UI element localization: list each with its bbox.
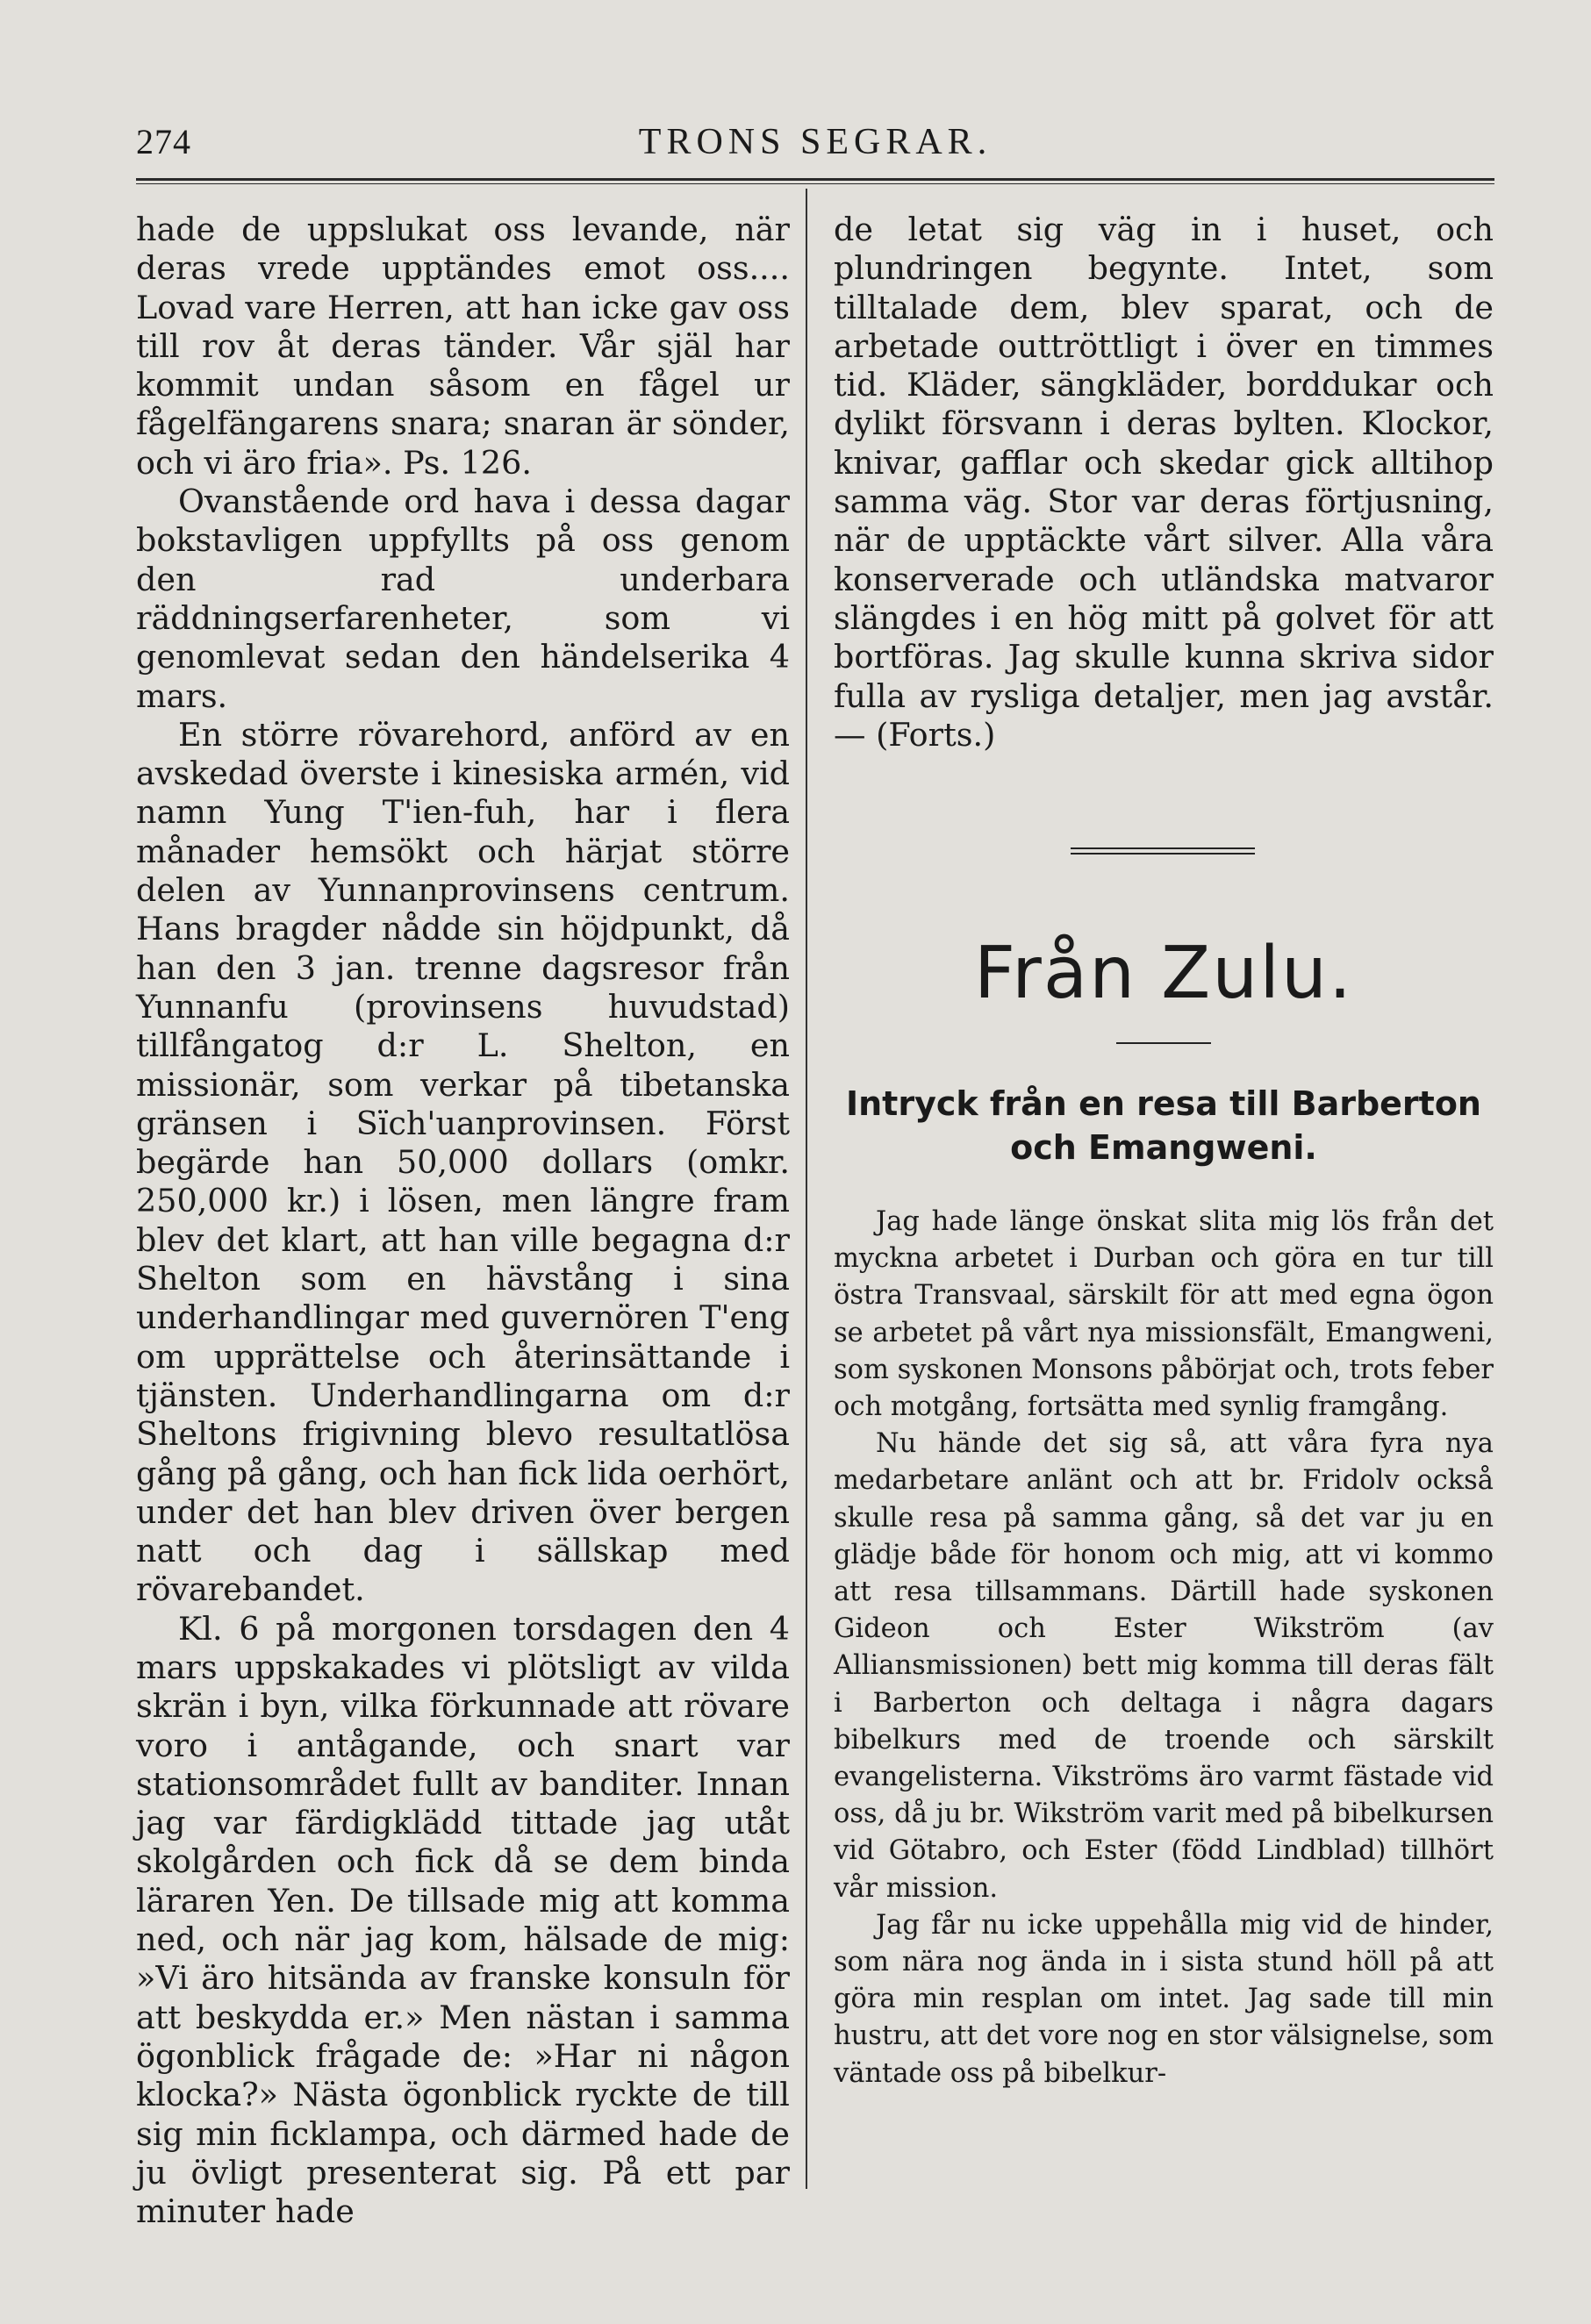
paragraph: Jag hade länge önskat slita mig lös från det myckna arbetet i Durban och göra en tur till östra Transvaal, särskilt för att med egna ögon se arbetet på vårt nya missionsfält, Emangweni, som syskonen Monsons påbörjat och, trots feber och motgång, fortsätta med synlig framgång. xyxy=(834,1206,1494,1423)
paragraph: Jag får nu icke uppehålla mig vid de hinder, som nära nog ända in i sista stund höll på att göra min resplan om intet. Jag sade till min hustru, att det vore nog en stor välsignelse, som väntade oss på bibelkur- xyxy=(834,1909,1494,2089)
paragraph: Nu hände det sig så, att våra fyra nya medarbetare anlänt och att br. Fridolv också skulle resa på samma gång, så det var ju en glädje både för honom och mig, att vi kommo att resa tillsammans. Därtill hade syskonen Gideon och Ester Wikström (av Alliansmissionen) bett mig komma till deras fält i Barberton och deltaga i några dagars bibelkurs med de troende och särskilt evangelisterna. Vikströms äro varmt fästade vid oss, då ju br. Wikström varit med på bibelkursen vid Götabro, och Ester (född Lindblad) tillhört vår mission. xyxy=(834,1428,1494,1904)
column-divider xyxy=(806,189,807,2189)
article-body xyxy=(834,1204,1494,2092)
right-column xyxy=(834,211,1494,754)
article-title: Från Zulu. xyxy=(973,932,1354,1015)
paragraph: Kl. 6 på morgonen torsdagen den 4 mars uppskakades vi plötsligt av vilda skrän i byn, vilka förkunnade att rövare voro i antågande, och snart var stationsområdet fullt av banditer. Innan jag var färdigklädd tittade jag utåt skolgården och fick då se dem binda läraren Yen. De tillsade mig att komma ned, och när jag kom, hälsade de mig: »Vi äro hitsända av franske konsuln för att beskydda er.» Men nästan i samma ögonblick frågade de: »Har ni någon klocka?» Nästa ögonblick ryckte de till sig min ficklampa, och därmed hade de ju övligt presenterat sig. På ett par minuter hade xyxy=(136,1609,790,2231)
continuation-paragraph: de letat sig väg in i huset, och plundringen begynte. Intet, som tilltalade dem, blev sparat, och de arbetade outtröttligt i över en timmes tid. Kläder, sängkläder, borddukar och dylikt försvann i deras bylten. Klockor, knivar, gafflar och skedar gick alltihop samma väg. Stor var deras förtjusning, när de upptäckte vårt silver. Alla våra konserverade och utländska matvaror slängdes i en hög mitt på golvet för att bortföras. Jag skulle kunna skriva sidor fulla av rysliga detaljer, men jag avstår. — (Forts.) xyxy=(834,211,1494,754)
left-column xyxy=(136,211,790,2231)
page-number: 274 xyxy=(136,122,191,161)
paragraph: hade de uppslukat oss levande, när deras vrede upptändes emot oss.... Lovad vare Herren, att han icke gav oss till rov åt deras tänder. Vår själ har kommit undan såsom en fågel ur fågelfängarens snara; snaran är sönder, och vi äro fria». Ps. 126. xyxy=(136,211,790,482)
section-divider xyxy=(1071,847,1255,855)
title-rule xyxy=(1116,1042,1211,1044)
header-rule xyxy=(136,178,1494,184)
article-subtitle: Intryck från en resa till Barberton och Emangweni. xyxy=(845,1084,1481,1167)
page-header xyxy=(136,121,1494,174)
running-title: TRONS SEGRAR. xyxy=(638,122,993,162)
paragraph: En större rövarehord, anförd av en avskedad överste i kinesiska armén, vid namn Yung T'ien-fuh, har i flera månader hemsökt och härjat större delen av Yunnanprovinsens centrum. Hans bragder nådde sin höjdpunkt, då han den 3 jan. trenne dagsresor från Yunnanfu (provinsens huvudstad) tillfångatog d:r L. Shelton, en missionär, som verkar på tibetanska gränsen i Sïch'uanprovinsen. Först begärde han 50,000 dollars (omkr. 250,000 kr.) i lösen, men längre fram blev det klart, att han ville begagna d:r Shelton som en hävstång i sina underhandlingar med guvernören T'eng om upprättelse och återinsättande i tjänsten. Underhandlingarna om d:r Sheltons frigivning blevo resultatlösa gång på gång, och han fick lida oerhört, under det han blev driven över bergen natt och dag i sällskap med rövarebandet. xyxy=(136,715,790,1609)
paragraph: Ovanstående ord hava i dessa dagar bokstavligen uppfyllts på oss genom den rad underbara räddningserfarenheter, som vi genomlevat sedan den händelserika 4 mars. xyxy=(136,483,790,715)
